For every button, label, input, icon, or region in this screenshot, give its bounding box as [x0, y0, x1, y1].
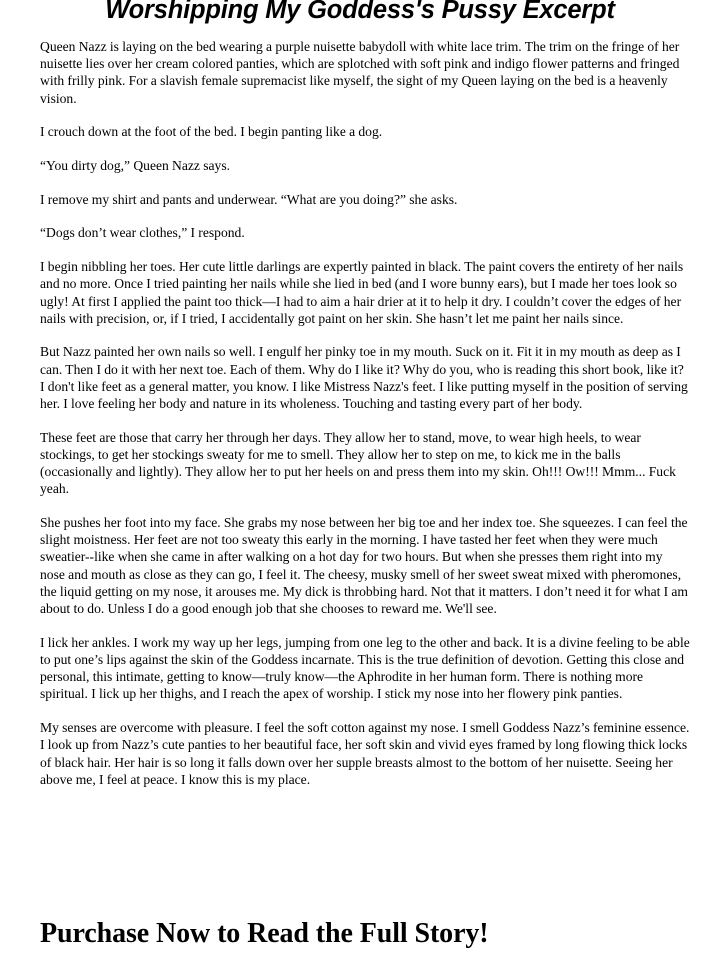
body-paragraph: I begin nibbling her toes. Her cute little darlings are expertly painted in black. The paint covers the entirety of her nails and no more. Once I tried painting her nails while she lied in bed (and I wore bunny ears), but I made her toes look so ugly! At first I applied the paint too thick—I had to aim a hair drier at it to help it dry. I couldn’t cover the edges of her nails with precision, or, if I tried, I accidentally got paint on her skin. She hasn’t let me paint her nails since. — [40, 259, 684, 326]
body-paragraph: Queen Nazz is laying on the bed wearing a purple nuisette babydoll with white lace trim. The trim on the fringe of her nuisette lies over her cream colored panties, which are splotched with soft pink and indigo flower patterns and fringed with frilly pink. For a slavish female supremacist like myself, the sight of my Queen laying on the bed is a heavenly vision. — [40, 39, 680, 106]
body-paragraph: “You dirty dog,” Queen Nazz says. — [40, 158, 231, 174]
body-paragraph: “Dogs don’t wear clothes,” I respond. — [40, 225, 245, 241]
body-paragraph: I remove my shirt and pants and underwear. “What are you doing?” she asks. — [40, 191, 458, 207]
page-title: Worshipping My Goddess's Pussy Excerpt — [105, 0, 615, 24]
body-paragraph: She pushes her foot into my face. She grabs my nose between her big toe and her index toe. She squeezes. I can feel the slight moistness. Her feet are not too sweaty this early in the morning. I have tasted her feet when they were much sweatier--like when she came in after walking on a hot day for two hours. But when she presses them right into my nose and mouth as close as they can go, I feel it. The cheesy, musky smell of her sweet sweat mixed with pheromones, the liquid getting on my nose, it arouses me. My dick is throbbing hard. Not that it matters. I don’t need it for what I am about to do. Unless I do a good enough job that she chooses to reward me. We'll see. — [40, 515, 689, 617]
body-paragraph: I crouch down at the foot of the bed. I begin panting like a dog. — [40, 124, 383, 140]
body-paragraph: These feet are those that carry her through her days. They allow her to stand, move, to wear high heels, to wear stockings, to get her stockings sweaty for me to smell. They allow her to step on me, to kick me in the balls (occasionally and lightly). They allow her to put her heels on and press them into my skin. Oh!!! Ow!!! Mmm... Fuck yeah. — [40, 429, 676, 497]
body-paragraph: But Nazz painted her own nails so well. I engulf her pinky toe in my mouth. Suck on it. Fit it in my mouth as deep as I can. Then I do it with her next toe. Each of them. Why do I like it? Why do you, who is reading this short book, like it? I don't like feet as a general matter, you know. I like Mistress Nazz's feet. I like putting myself in the position of serving her. I love feeling her body and nature in its wholeness. Touching and tasting every part of her body. — [40, 344, 688, 412]
body-paragraph: I lick her ankles. I work my way up her legs, jumping from one leg to the other and back. It is a divine feeling to be able to put one’s lips against the skin of the Goddess incarnate. This is the true definition of devotion. Getting this close and personal, this intimate, getting to know—truly know—the Aphrodite in her human form. There is nothing more spiritual. I lick up her thighs, and I reach the apex of worship. I stick my nose into her flowery pink panties. — [40, 634, 690, 702]
purchase-cta-heading: Purchase Now to Read the Full Story! — [40, 918, 489, 949]
document-body — [40, 38, 690, 788]
body-paragraph: My senses are overcome with pleasure. I feel the soft cotton against my nose. I smell Goddess Nazz’s feminine essence. I look up from Nazz’s cute panties to her beautiful face, her soft skin and vivid eyes framed by long flowing thick locks of black hair. Her hair is so long it falls down over her supple breasts almost to the bottom of her nuisette. Seeing her above me, I feel at peace. I know this is my place. — [40, 720, 690, 787]
